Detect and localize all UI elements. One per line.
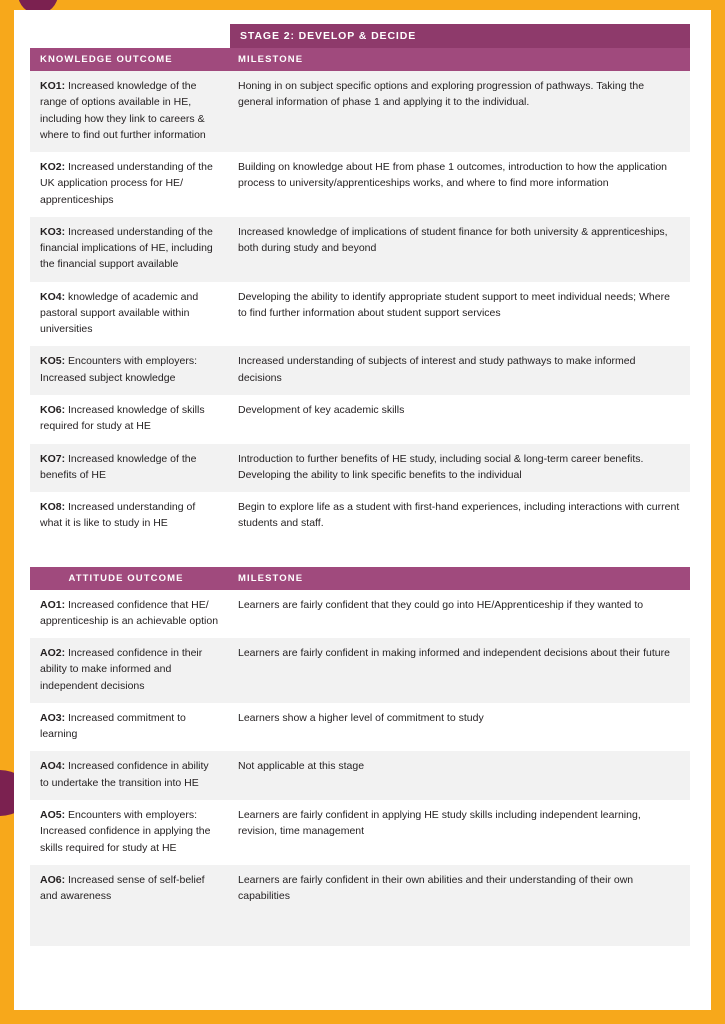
table-row <box>30 751 690 800</box>
milestone-cell: Increased knowledge of implications of student finance for both university & apprenticeships, both during study and beyond <box>230 217 690 282</box>
attitude-outcomes-table <box>30 567 690 946</box>
milestone-cell: Developing the ability to identify appropriate student support to meet individual needs; Where to find further information about student support services <box>230 282 690 347</box>
knowledge-outcome-header: KNOWLEDGE OUTCOME <box>30 48 230 71</box>
outcome-code: AO1: <box>40 598 66 611</box>
section-divider <box>30 541 695 567</box>
table-row-filler <box>30 913 690 945</box>
table-row <box>30 590 690 639</box>
outcome-cell <box>30 590 230 639</box>
outcome-cell <box>30 492 230 541</box>
outcome-cell <box>30 71 230 152</box>
table-row <box>30 703 690 752</box>
outcome-text: Increased confidence in ability to undertake the transition into HE <box>40 760 209 789</box>
outcome-code: AO6: <box>40 873 66 886</box>
milestone-cell: Introduction to further benefits of HE study, including social & long-term career benefits. Developing the ability to link specific benefits to the individual <box>230 444 690 493</box>
table-row <box>30 638 690 703</box>
outcome-code: AO5: <box>40 808 66 821</box>
outcome-cell <box>30 865 230 914</box>
outcome-cell <box>30 346 230 395</box>
stage-banner-spacer <box>30 24 230 48</box>
outcome-text: Increased understanding of what it is like to study in HE <box>40 501 196 530</box>
knowledge-header-row <box>30 48 690 71</box>
outcome-code: KO5: <box>40 355 66 368</box>
outcome-cell <box>30 703 230 752</box>
milestone-cell: Honing in on subject specific options and exploring progression of pathways. Taking the general information of phase 1 and applying it to the individual. <box>230 71 690 152</box>
table-row <box>30 152 690 217</box>
outcome-cell <box>30 444 230 493</box>
outcome-text: Encounters with employers: Increased confidence in applying the skills required for study at HE <box>40 808 211 854</box>
outcome-text: Encounters with employers: Increased subject knowledge <box>40 355 197 384</box>
outcome-text: Increased sense of self-belief and awareness <box>40 873 205 903</box>
outcome-code: KO4: <box>40 290 66 303</box>
outcome-code: KO7: <box>40 452 66 465</box>
table-row <box>30 217 690 282</box>
outcome-text: Increased confidence that HE/ apprenticeship is an achievable option <box>40 598 219 627</box>
milestone-cell: Increased understanding of subjects of interest and study pathways to make informed decisions <box>230 346 690 395</box>
outcome-cell-filler <box>30 913 230 945</box>
knowledge-outcomes-table <box>30 24 690 541</box>
outcome-cell <box>30 217 230 282</box>
table-row <box>30 492 690 541</box>
outcome-text: Increased knowledge of the benefits of HE <box>40 452 197 481</box>
milestone-cell-filler <box>230 913 690 945</box>
table-row <box>30 395 690 444</box>
outcome-text: Increased confidence in their ability to make informed and independent decisions <box>40 647 203 692</box>
outcome-code: KO1: <box>40 80 66 92</box>
milestone-cell: Learners are fairly confident in making informed and independent decisions about their future <box>230 638 690 703</box>
milestone-cell: Learners are fairly confident that they could go into HE/Apprenticeship if they wanted to <box>230 590 690 639</box>
outcome-code: AO4: <box>40 760 66 773</box>
outcome-text: Increased knowledge of the range of options available in HE, including how they link to careers & where to find out further information <box>40 80 206 141</box>
milestone-cell: Learners show a higher level of commitment to study <box>230 703 690 752</box>
table-row <box>30 282 690 347</box>
document-page <box>14 10 711 1010</box>
milestone-cell: Development of key academic skills <box>230 395 690 444</box>
attitude-milestone-header: MILESTONE <box>230 567 690 590</box>
outcome-code: AO2: <box>40 647 66 660</box>
milestone-cell: Begin to explore life as a student with first-hand experiences, including interactions with current students and staff. <box>230 492 690 541</box>
outcome-code: KO3: <box>40 225 66 238</box>
knowledge-milestone-header: MILESTONE <box>230 48 690 71</box>
outcome-text: Increased commitment to learning <box>40 711 186 741</box>
attitude-outcome-header: ATTITUDE OUTCOME <box>30 567 230 590</box>
outcome-cell <box>30 800 230 865</box>
outcome-cell <box>30 152 230 217</box>
outcome-code: KO6: <box>40 403 66 416</box>
outcome-text: Increased knowledge of skills required for study at HE <box>40 403 205 433</box>
outcome-code: KO8: <box>40 501 66 514</box>
outcome-text: knowledge of academic and pastoral support available within universities <box>40 290 199 336</box>
milestone-cell: Learners are fairly confident in their own abilities and their understanding of their own capabilities <box>230 865 690 914</box>
outcome-text: Increased understanding of the financial implications of HE, including the financial support available <box>40 225 213 271</box>
outcome-text: Increased understanding of the UK application process for HE/ apprenticeships <box>40 161 213 206</box>
outcome-cell <box>30 282 230 347</box>
outcome-cell <box>30 395 230 444</box>
attitude-header-row <box>30 567 690 590</box>
table-row <box>30 800 690 865</box>
table-row <box>30 71 690 152</box>
stage-banner-label: STAGE 2: DEVELOP & DECIDE <box>230 24 690 48</box>
milestone-cell: Building on knowledge about HE from phase 1 outcomes, introduction to how the application process to university/apprenticeships works, and where to find more information <box>230 152 690 217</box>
milestone-cell: Not applicable at this stage <box>230 751 690 800</box>
table-row <box>30 346 690 395</box>
milestone-cell: Learners are fairly confident in applying HE study skills including independent learning, revision, time management <box>230 800 690 865</box>
outcome-code: AO3: <box>40 711 66 724</box>
outcome-cell <box>30 751 230 800</box>
outcome-cell <box>30 638 230 703</box>
outcome-code: KO2: <box>40 161 66 174</box>
table-row <box>30 444 690 493</box>
table-row <box>30 865 690 914</box>
stage-banner-row <box>30 24 690 48</box>
